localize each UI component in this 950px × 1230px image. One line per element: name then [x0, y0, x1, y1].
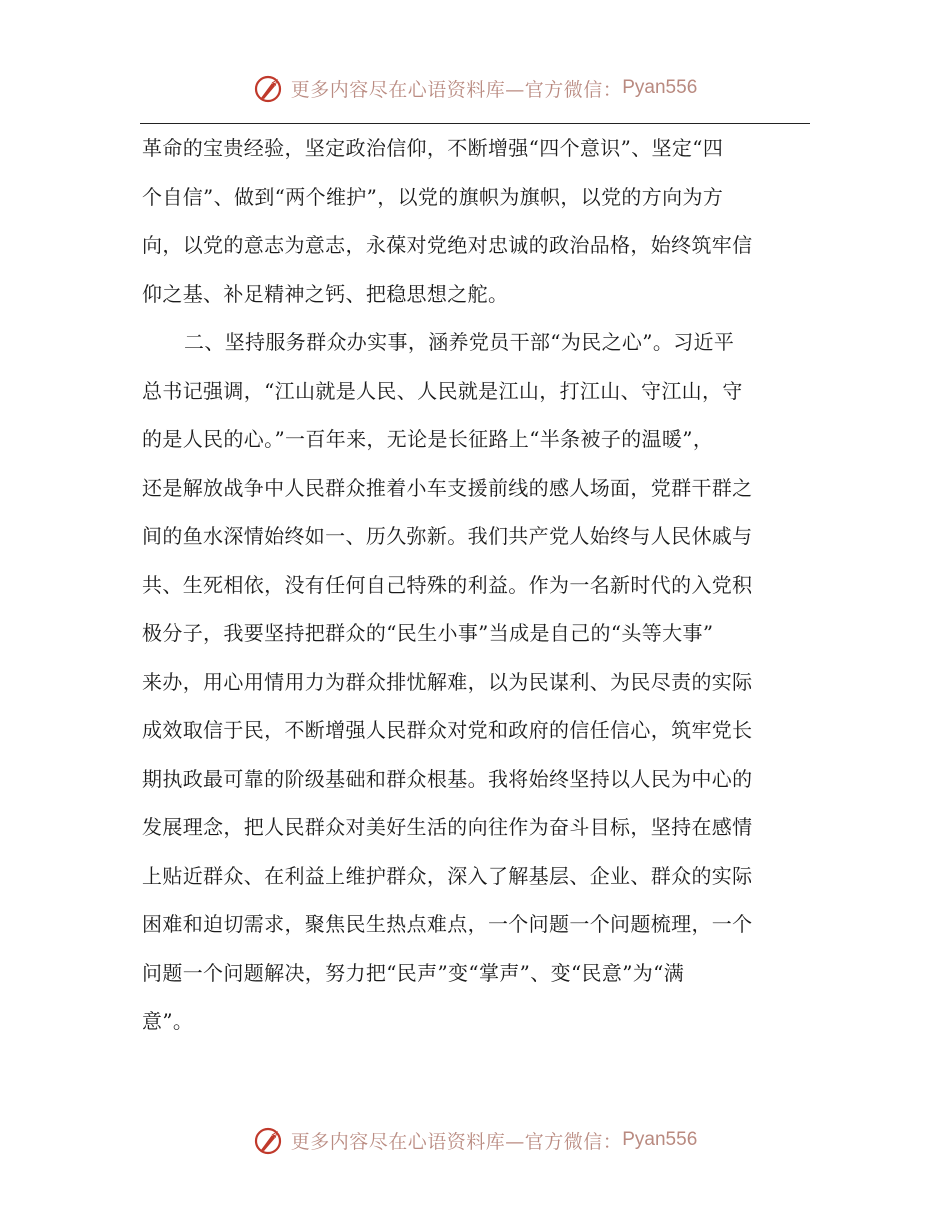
header-banner	[0, 68, 950, 108]
body-line: 发展理念，把人民群众对美好生活的向往作为奋斗目标，坚持在感情	[142, 815, 753, 839]
header-banner-text: 更多内容尽在心语资料库—官方微信：	[290, 78, 623, 101]
body-line: 总书记强调，“江山就是人民、人民就是江山，打江山、守江山，守	[142, 378, 743, 403]
body-line: 还是解放战争中人民群众推着小车支援前线的感人场面，党群干群之	[142, 475, 753, 500]
body-line: 向，以党的意志为意志，永葆对党绝对忠诚的政治品格，始终筑牢信	[142, 233, 753, 257]
body-line: 困难和迫切需求，聚焦民生热点难点，一个问题一个问题梳理，一个	[142, 912, 753, 936]
body-line: 个自信”、做到“两个维护”，以党的旗帜为旗帜，以党的方向为方	[142, 184, 724, 209]
body-line: 共、生死相依，没有任何自己特殊的利益。作为一名新时代的入党积	[142, 572, 753, 597]
pen-nib-logo-icon	[253, 72, 285, 104]
body-line: 期执政最可靠的阶级基础和群众根基。我将始终坚持以人民为中心的	[142, 766, 753, 791]
footer-banner-text: 更多内容尽在心语资料库—官方微信：	[290, 1130, 623, 1153]
body-line: 仰之基、补足精神之钙、把稳思想之舵。	[142, 281, 509, 306]
body-line: 上贴近群众、在利益上维护群众，深入了解基层、企业、群众的实际	[142, 863, 753, 888]
body-line: 的是人民的心。”一百年来，无论是长征路上“半条被子的温暖”，	[142, 427, 714, 451]
body-line: 来办，用心用情用力为群众排忧解难，以为民谋利、为民尽责的实际	[142, 669, 753, 694]
section-heading-line: 二、坚持服务群众办实事，涵养党员干部“为民之心”。习近平	[184, 330, 735, 354]
body-line: 革命的宝贵经验，坚定政治信仰，不断增强“四个意识”、坚定“四	[142, 136, 724, 160]
footer-banner-wechat-id: Pyan556	[622, 1129, 698, 1150]
body-line: 极分子，我要坚持把群众的“民生小事”当成是自己的“头等大事”	[142, 621, 714, 645]
body-line: 成效取信于民，不断增强人民群众对党和政府的信任信心，筑牢党长	[142, 718, 753, 742]
body-line: 问题一个问题解决，努力把“民声”变“掌声”、变“民意”为“满	[142, 960, 685, 985]
pen-nib-logo-icon	[253, 1124, 285, 1156]
footer-banner	[0, 1120, 950, 1160]
body-line: 意”。	[142, 1009, 194, 1033]
document-body	[142, 124, 794, 1046]
body-line: 间的鱼水深情始终如一、历久弥新。我们共产党人始终与人民休戚与	[142, 524, 753, 548]
header-banner-wechat-id: Pyan556	[622, 77, 698, 98]
